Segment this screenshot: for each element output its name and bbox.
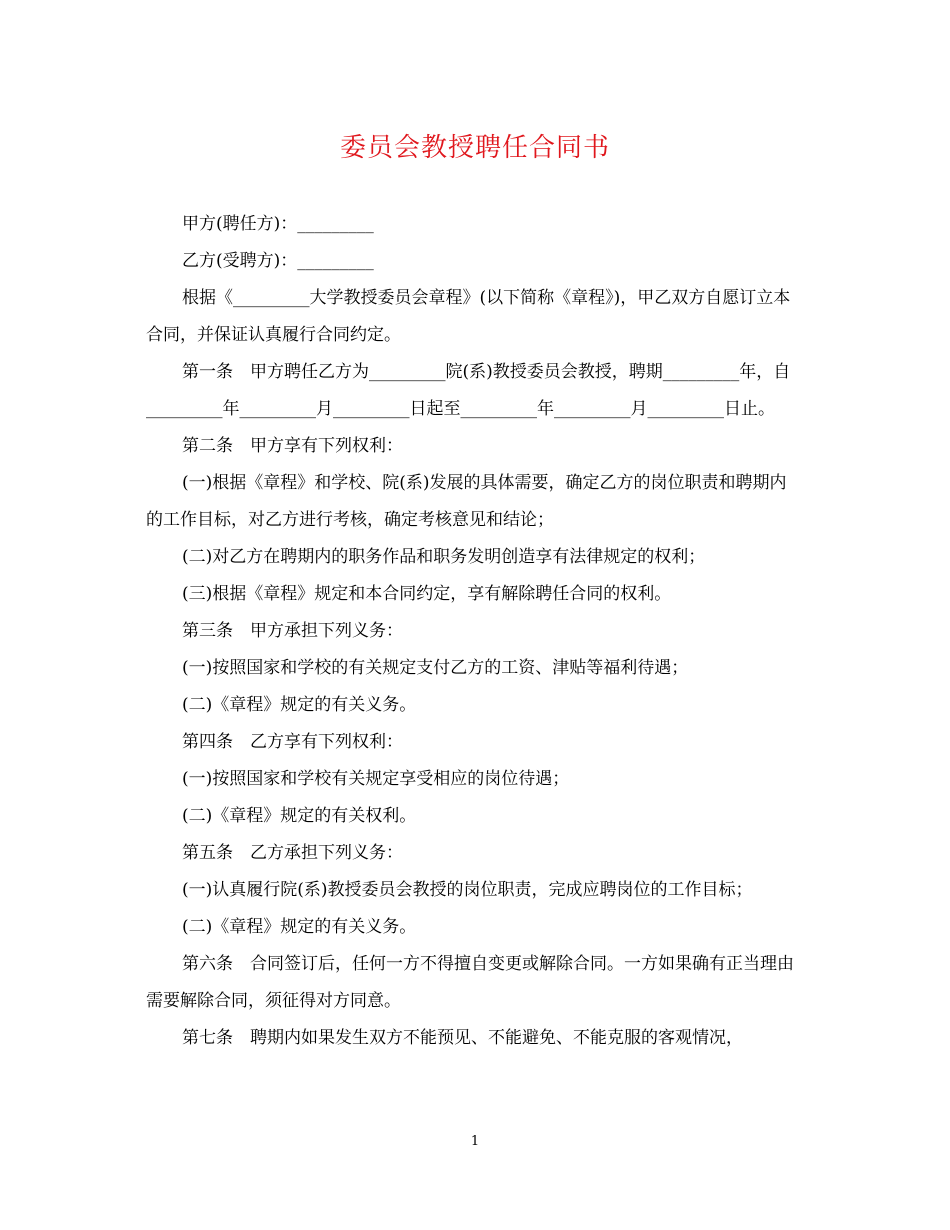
article-2-heading: 第二条 甲方享有下列权利： [182, 436, 403, 456]
party-a-line: 甲方(聘任方)：_________ [182, 214, 374, 234]
document-body [146, 206, 802, 1057]
article-1-paragraph: 第一条 甲方聘任乙方为_________院(系)教授委员会教授，聘期_________年，自_________年_________月_________日起至_________年_________月_________日止。 [146, 362, 791, 419]
article-5-item-2: (二)《章程》规定的有关义务。 [182, 917, 417, 937]
article-3-heading: 第三条 甲方承担下列义务： [182, 621, 403, 641]
article-5-item-1: (一)认真履行院(系)教授委员会教授的岗位职责，完成应聘岗位的工作目标； [182, 880, 753, 900]
article-5-heading: 第五条 乙方承担下列义务： [182, 843, 403, 863]
article-4-item-2: (二)《章程》规定的有关权利。 [182, 806, 417, 826]
document-title: 委员会教授聘任合同书 [339, 133, 610, 163]
article-6-paragraph: 第六条 合同签订后，任何一方不得擅自变更或解除合同。一方如果确有正当理由需要解除合同，须征得对方同意。 [146, 954, 794, 1011]
article-2-item-3: (三)根据《章程》规定和本合同约定，享有解除聘任合同的权利。 [182, 584, 672, 604]
preamble-paragraph: 根据《_________大学教授委员会章程》(以下简称《章程》)，甲乙双方自愿订立本合同，并保证认真履行合同约定。 [146, 288, 791, 345]
article-4-heading: 第四条 乙方享有下列权利： [182, 732, 403, 752]
page-number: 1 [470, 1134, 480, 1149]
article-3-item-2: (二)《章程》规定的有关义务。 [182, 695, 417, 715]
article-7-paragraph: 第七条 聘期内如果发生双方不能预见、不能避免、不能克服的客观情况， [182, 1028, 743, 1048]
party-b-line: 乙方(受聘方)：_________ [182, 251, 374, 271]
article-2-item-2: (二)对乙方在聘期内的职务作品和职务发明创造享有法律规定的权利； [182, 547, 706, 567]
article-3-item-1: (一)按照国家和学校的有关规定支付乙方的工资、津贴等福利待遇； [182, 658, 689, 678]
article-4-item-1: (一)按照国家和学校有关规定享受相应的岗位待遇； [182, 769, 570, 789]
article-2-item-1: (一)根据《章程》和学校、院(系)发展的具体需要，确定乙方的岗位职责和聘期内的工作目标，对乙方进行考核，确定考核意见和结论； [146, 473, 787, 530]
